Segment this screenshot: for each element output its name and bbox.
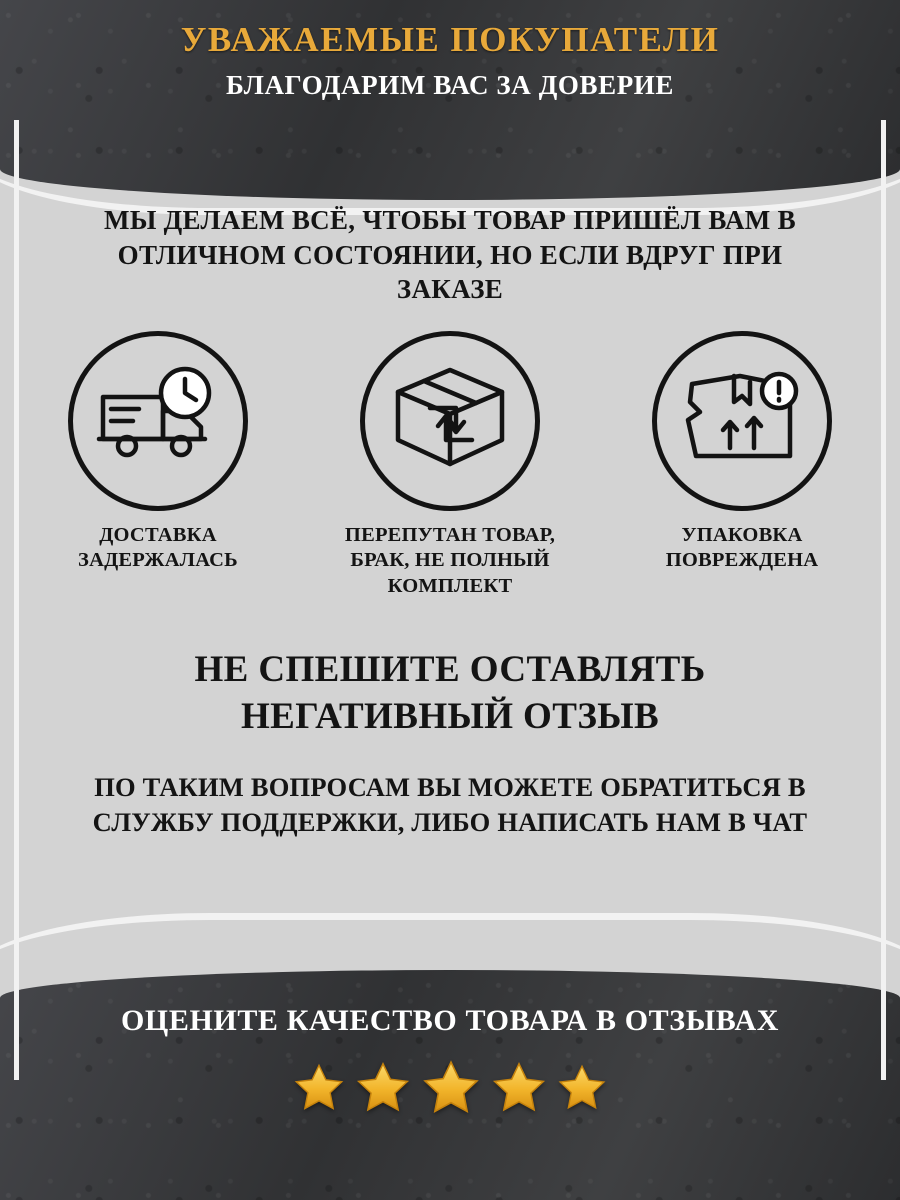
intro-text: МЫ ДЕЛАЕМ ВСЁ, ЧТОБЫ ТОВАР ПРИШЁЛ ВАМ В ОТЛИЧНОМ СОСТОЯНИИ, НО ЕСЛИ ВДРУГ ПРИ ЗАКАЗЕ (104, 205, 796, 305)
issue-label-wrong-item: ПЕРЕПУТАН ТОВАР, БРАК, НЕ ПОЛНЫЙ КОМПЛЕКТ (344, 523, 556, 597)
footer (0, 970, 900, 1200)
box-exchange-arrows-icon (360, 331, 540, 511)
main-content (0, 195, 900, 975)
issue-item-damaged-package (622, 331, 862, 574)
support-text: ПО ТАКИМ ВОПРОСАМ ВЫ МОЖЕТЕ ОБРАТИТЬСЯ В СЛУЖБУ ПОДДЕРЖКИ, ЛИБО НАПИСАТЬ НАМ В ЧАТ (92, 772, 808, 837)
issue-icon-row (0, 331, 900, 600)
footer-title: ОЦЕНИТЕ КАЧЕСТВО ТОВАРА В ОТЗЫВАХ (120, 1004, 780, 1037)
issue-item-delivery (38, 331, 278, 574)
damaged-package-icon (652, 331, 832, 511)
header (0, 20, 900, 102)
star-icon (352, 1058, 414, 1118)
star-icon (418, 1056, 484, 1120)
headline-text: НЕ СПЕШИТЕ ОСТАВЛЯТЬ НЕГАТИВНЫЙ ОТЗЫВ (194, 648, 706, 737)
star-icon (290, 1060, 348, 1116)
star-rating (0, 1056, 900, 1120)
star-icon (488, 1058, 550, 1118)
header-title: УВАЖАЕМЫЕ ПОКУПАТЕЛИ (180, 20, 720, 59)
issue-item-wrong-item (330, 331, 570, 600)
issue-label-damaged-package: УПАКОВКА ПОВРЕЖДЕНА (665, 523, 819, 572)
issue-label-delivery: ДОСТАВКА ЗАДЕРЖАЛАСЬ (78, 523, 238, 572)
star-icon (554, 1061, 610, 1115)
delivery-truck-clock-icon (68, 331, 248, 511)
header-subtitle: БЛАГОДАРИМ ВАС ЗА ДОВЕРИЕ (225, 70, 675, 101)
